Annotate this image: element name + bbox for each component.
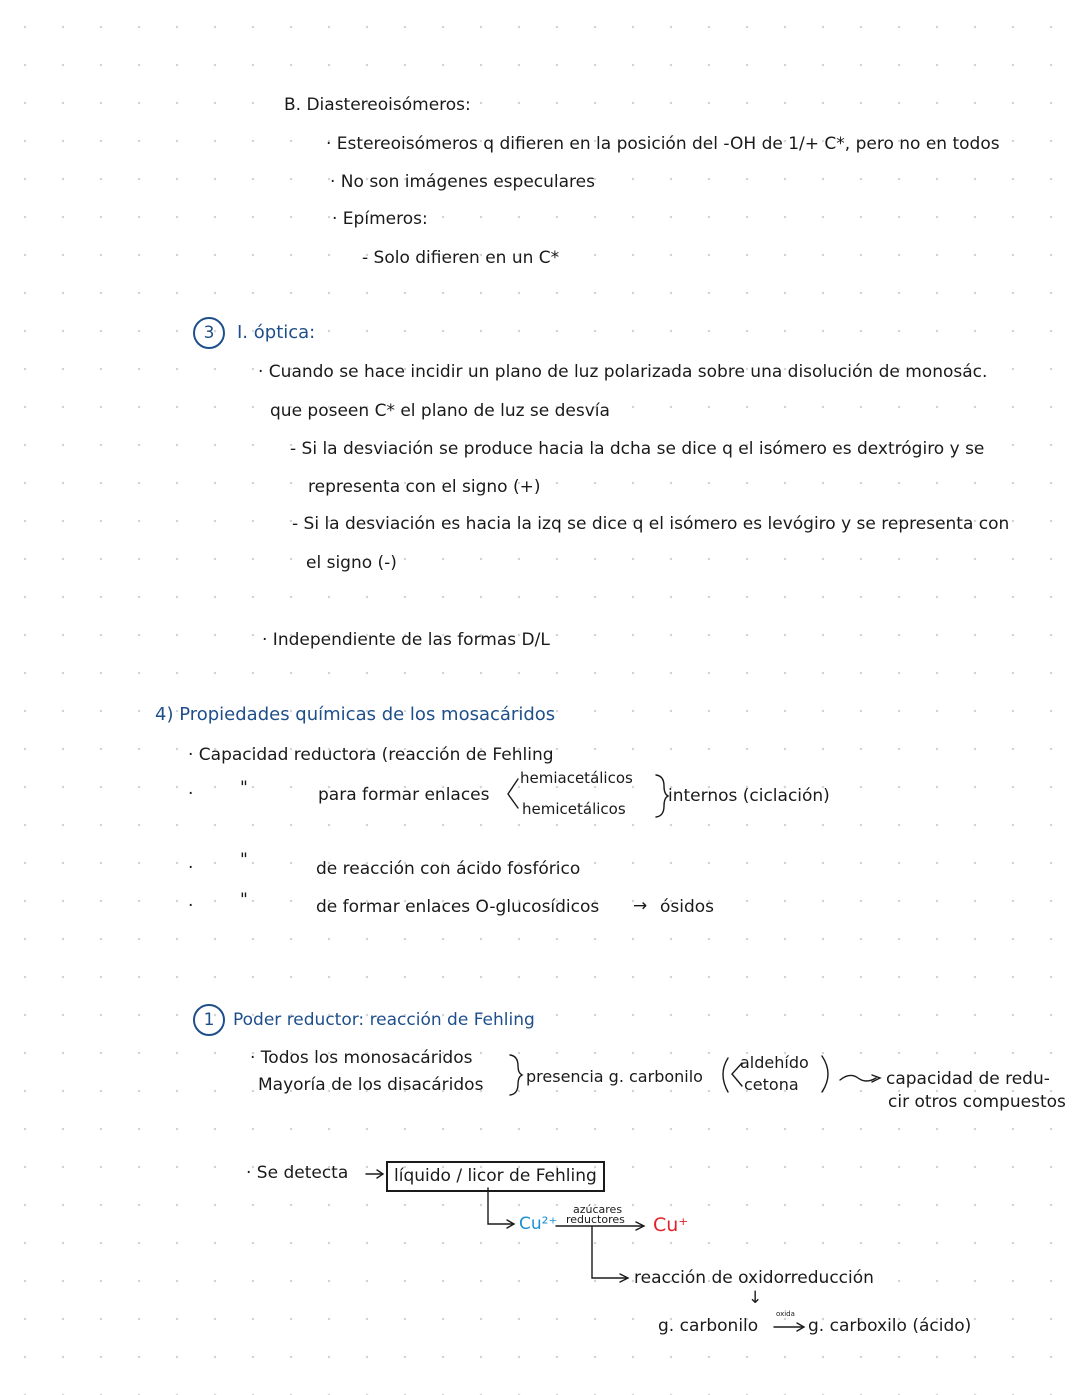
fehling-liquor-box: líquido / licor de Fehling — [386, 1161, 605, 1192]
close-paren-icon — [822, 1056, 828, 1092]
reducing-capacity-label: · Capacidad reductora (reacción de Fehling — [188, 745, 554, 765]
connector-to-redox — [592, 1227, 626, 1278]
redox-reaction-text: reacción de oxidorreducción — [634, 1268, 874, 1288]
diastereoisomers-heading: B. Diastereoisómeros: — [284, 95, 471, 115]
all-monosaccharides-text: · Todos los monosacáridos — [250, 1048, 473, 1068]
chemical-properties-heading: 4) Propiedades químicas de los mosacáridos — [155, 704, 556, 725]
glycosidic-bonds-text: de formar enlaces O-glucosídicos — [316, 897, 600, 917]
reducing-sugars-label-2: reductores — [566, 1213, 625, 1226]
reducing-capacity-line-1: capacidad de redu- — [886, 1069, 1050, 1089]
form-bonds-text: para formar enlaces — [318, 785, 490, 805]
independent-note: · Independiente de las formas D/L — [262, 630, 550, 650]
phosphoric-acid-text: de reacción con ácido fosfórico — [316, 859, 581, 879]
oxidation-label: oxida — [776, 1310, 795, 1318]
open-paren-icon — [723, 1058, 728, 1092]
hemiacetal-text: hemiacetálicos — [520, 769, 633, 787]
ditto-mark: " — [240, 850, 248, 870]
carbonyl-presence-text: presencia g. carbonilo — [526, 1067, 703, 1086]
ketone-text: cetona — [744, 1075, 799, 1094]
aldehyde-text: aldehído — [740, 1053, 809, 1072]
diastereoisomers-point-3: · Epímeros: — [332, 209, 428, 229]
section-number-circle: 3 — [193, 317, 225, 349]
levorotatory-line-2: el signo (-) — [306, 553, 397, 573]
bullet: · — [188, 858, 194, 878]
subsection-number-circle: 1 — [193, 1004, 225, 1036]
ditto-mark: " — [240, 890, 248, 910]
split-bracket-icon — [732, 1063, 742, 1086]
reducing-power-heading: Poder reductor: reacción de Fehling — [233, 1010, 535, 1030]
epimers-subpoint: - Solo difieren en un C* — [362, 248, 560, 268]
bullet: · — [188, 896, 194, 916]
right-arrow-icon: → — [633, 896, 648, 916]
reducing-capacity-line-2: cir otros compuestos — [888, 1092, 1066, 1112]
down-arrow-icon: ↓ — [748, 1288, 763, 1308]
dextrorotatory-line-2: representa con el signo (+) — [308, 477, 541, 497]
bullet: · — [188, 784, 194, 804]
copper-i-ion: Cu⁺ — [653, 1214, 689, 1236]
most-disaccharides-text: Mayoría de los disacáridos — [258, 1075, 484, 1095]
optical-heading: I. óptica: — [237, 322, 316, 343]
internal-cyclization-text: internos (ciclación) — [668, 786, 830, 806]
carboxyl-group-text: g. carboxilo (ácido) — [808, 1316, 972, 1336]
optical-line-1: · Cuando se hace incidir un plano de luz polarizada sobre una disolución de monosác. — [258, 362, 988, 382]
hemiketal-text: hemicetálicos — [522, 800, 626, 818]
copper-ii-ion: Cu²⁺ — [519, 1214, 558, 1234]
ditto-mark: " — [240, 778, 248, 798]
diastereoisomers-point-1: · Estereoisómeros q difieren en la posición del -OH de 1/+ C*, pero no en todos — [326, 134, 1000, 154]
connector-to-cu2 — [488, 1188, 512, 1224]
wavy-arrow-icon — [840, 1075, 876, 1081]
split-bracket-icon — [508, 779, 518, 808]
diastereoisomers-point-2: · No son imágenes especulares — [330, 172, 595, 192]
dextrorotatory-line-1: - Si la desviación se produce hacia la dcha se dice q el isómero es dextrógiro y se — [290, 439, 985, 459]
detected-label: · Se detecta — [246, 1163, 349, 1183]
carbonyl-group-text: g. carbonilo — [658, 1316, 759, 1336]
closing-brace-icon — [656, 775, 668, 817]
presence-brace-icon — [510, 1055, 522, 1095]
levorotatory-line-1: - Si la desviación es hacia la izq se dice q el isómero es levógiro y se representa con — [292, 514, 1010, 534]
osides-text: ósidos — [660, 897, 715, 917]
optical-line-2: que poseen C* el plano de luz se desvía — [270, 401, 610, 421]
reducing-sugars-label-1: azúcares — [573, 1203, 623, 1216]
